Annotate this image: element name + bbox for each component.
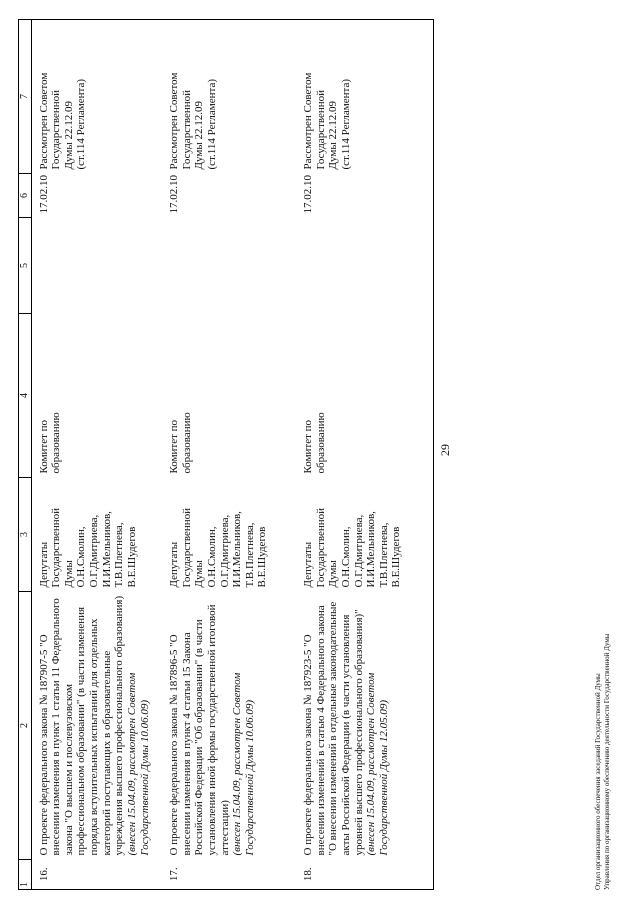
author-line: О.Г.Дмитриева, <box>88 514 101 588</box>
author-line: В.Е.Шудегов <box>125 526 138 588</box>
committee-line: образованию <box>50 412 63 474</box>
bill-note: (внесен 15.04.09, рассмотрен Советом Государственной Думы 12.05.09) <box>365 672 390 856</box>
author-line: О.Н.Смолин, <box>205 526 218 588</box>
author-line: И.И.Мельников, <box>100 511 113 588</box>
row-number: 16. <box>31 860 165 890</box>
col-header: 1 <box>19 860 32 890</box>
table-row <box>31 20 165 890</box>
status-cell <box>299 20 433 174</box>
committee-cell <box>31 314 165 478</box>
author-line: О.Н.Смолин, <box>339 526 352 588</box>
author-line: О.Н.Смолин, <box>75 526 88 588</box>
author-line: Думы <box>327 560 340 588</box>
authors-cell <box>31 478 165 592</box>
status-line: (ст.114 Регламента) <box>205 78 218 170</box>
author-line: Т.В.Плетнева, <box>243 522 256 588</box>
author-line: Депутаты <box>168 541 180 588</box>
status-line: Государственной <box>180 89 193 170</box>
footer-line: Отдел организационного обеспечения заседаний Государственной Думы <box>594 673 602 890</box>
committee-cell <box>165 314 299 478</box>
author-line: Депутаты <box>302 541 314 588</box>
date-cell: 17.02.10 <box>37 175 50 214</box>
col5-cell <box>31 218 165 314</box>
committee-cell <box>299 314 433 478</box>
bill-note: (внесен 15.04.09, рассмотрен Советом Государственной Думы 10.06.09) <box>125 672 151 856</box>
status-line: (ст.114 Регламента) <box>339 78 352 170</box>
table-row <box>165 20 299 890</box>
col5-cell <box>299 218 433 314</box>
author-line: Т.В.Плетнева, <box>377 522 390 588</box>
status-line: Государственной <box>314 89 327 170</box>
committee-line: образованию <box>180 412 193 474</box>
col-header: 3 <box>19 478 32 592</box>
authors-cell <box>299 478 433 592</box>
author-line: Государственной <box>314 507 327 588</box>
author-line: Государственной <box>180 507 193 588</box>
bill-title: О проекте федерального закона № 187923-5 "О внесении изменений в статью 4 Федерального закона "О внесении изменений в отдельные законодательные акты Российской Федерации (в части установления уровней высшего профессионального образования)" <box>302 601 365 856</box>
status-line: Думы 22.12.09 <box>62 101 75 170</box>
author-line: Думы <box>62 560 75 588</box>
bill-note: (внесен 15.04.09, рассмотрен Советом Государственной Думы 10.06.09) <box>231 672 256 856</box>
bill-description <box>31 592 165 860</box>
author-line: О.Г.Дмитриева, <box>218 514 231 588</box>
committee-line: Комитет по <box>302 419 314 474</box>
col-header: 5 <box>19 218 32 314</box>
author-line: О.Г.Дмитриева, <box>352 514 365 588</box>
row-number: 18. <box>299 860 433 890</box>
col-header: 4 <box>19 314 32 478</box>
author-line: Государственной <box>50 507 63 588</box>
status-line: Рассмотрен Советом <box>168 72 180 170</box>
column-number-header <box>19 20 32 890</box>
date-cell: 17.02.10 <box>299 174 433 218</box>
bill-title: О проекте федерального закона № 187896-5 "О внесении изменения в пункт 4 статьи 15 Закона Российской Федерации "Об образовании" (в части установления иной формы государственной итоговой аттестации) <box>168 604 231 856</box>
page-footer <box>594 634 612 890</box>
footer-line: Управления по организационному обеспечению деятельности Государственной Думы <box>602 633 611 890</box>
bill-description <box>165 592 299 860</box>
status-cell <box>165 20 299 174</box>
status-line: Думы 22.12.09 <box>193 101 206 170</box>
status-line: Рассмотрен Советом <box>37 72 50 170</box>
table-row <box>299 20 433 890</box>
author-line: Думы <box>193 560 206 588</box>
committee-line: образованию <box>314 412 327 474</box>
status-line: Думы 22.12.09 <box>327 101 340 170</box>
bill-title: О проекте федерального закона № 187907-5 "О внесении изменения в пункт 1 статьи 11 Федерального закона "О высшем и послевузовском профессиональном образовании" (в части изменения порядка вступительных испытаний для отдельных категорий поступающих в образовательные учреждения высшего профессионального образования) <box>37 595 126 856</box>
row-number: 17. <box>165 860 299 890</box>
bill-description <box>299 592 433 860</box>
col5-cell <box>165 218 299 314</box>
status-line: (ст.114 Регламента) <box>75 78 88 170</box>
col-header: 2 <box>19 592 32 860</box>
author-line: И.И.Мельников, <box>231 511 244 588</box>
author-line: В.Е.Шудегов <box>390 526 403 588</box>
author-line: В.Е.Шудегов <box>256 526 269 588</box>
authors-cell <box>165 478 299 592</box>
author-line: И.И.Мельников, <box>365 511 378 588</box>
status-line: Рассмотрен Советом <box>302 72 314 170</box>
author-line: Депутаты <box>37 541 50 588</box>
status-line: Государственной <box>50 89 63 170</box>
date-cell: 17.02.10 <box>168 175 180 214</box>
status-cell <box>31 20 165 174</box>
author-line: Т.В.Плетнева, <box>113 522 126 588</box>
col-header: 7 <box>19 20 32 174</box>
committee-line: Комитет по <box>168 419 180 474</box>
page-number: 29 <box>438 444 452 456</box>
committee-line: Комитет по <box>37 419 50 474</box>
bills-table <box>18 19 434 890</box>
col-header: 6 <box>19 174 32 218</box>
